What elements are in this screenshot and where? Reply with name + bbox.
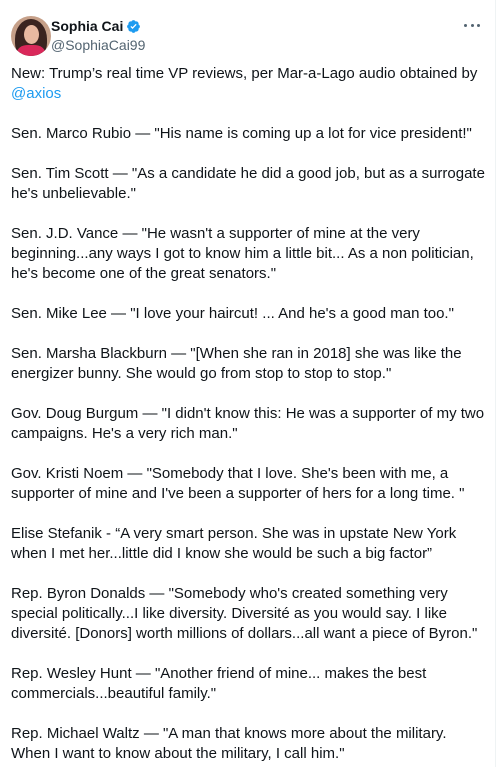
tweet-paragraph: Gov. Kristi Noem — "Somebody that I love. She's been with me, a supporter of mine and I've been a supporter of hers for a long time. " [11,465,465,502]
verified-badge-icon[interactable] [126,19,141,34]
tweet-paragraph: Sen. J.D. Vance — "He wasn't a supporter of mine at the very beginning...any ways I got to know him a little bit... As a non politician, he's become one of the great senators." [11,225,474,282]
tweet-header [11,16,484,56]
author-display-name[interactable]: Sophia Cai [51,18,124,34]
axios-mention-link[interactable]: @axios [11,85,62,102]
tweet-paragraph: Sen. Marco Rubio — "His name is coming up a lot for vice president!" [11,125,472,142]
author-names [51,17,145,53]
tweet-text [11,64,487,784]
tweet-paragraph: Rep. Wesley Hunt — "Another friend of mine... makes the best commercials...beautiful family." [11,665,427,702]
intro-text: New: Trump’s real time VP reviews, per Mar-a-Lago audio obtained by [11,65,478,82]
author-avatar[interactable] [11,16,51,56]
tweet-paragraph: Rep. Byron Donalds — "Somebody who's created something very special politically...I like diversity. Diversité as you would say. I like diversité. [Donors] worth millions of dollars...all want a piece of Byron." [11,585,478,642]
author-handle[interactable]: @SophiaCai99 [51,37,146,53]
tweet-paragraph: Sen. Tim Scott — "As a candidate he did a good job, but as a surrogate he's unbelievable." [11,165,485,202]
tweet-intro [11,64,487,104]
tweet-paragraph: Gov. Doug Burgum — "I didn't know this: He was a supporter of my two campaigns. He's a very rich man." [11,405,485,442]
more-horizontal-icon[interactable] [464,22,480,28]
tweet-paragraph: Elise Stefanik - “A very smart person. She was in upstate New York when I met her...little did I know she would be such a big factor” [11,525,457,562]
tweet-paragraph: Sen. Mike Lee — "I love your haircut! ... And he's a good man too." [11,305,454,322]
tweet-paragraph: Sen. Marsha Blackburn — "[When she ran in 2018] she was like the energizer bunny. She would go from stop to stop to stop." [11,345,462,382]
tweet-paragraph: Rep. Michael Waltz — "A man that knows more about the military. When I want to know about the military, I call him." [11,725,447,762]
